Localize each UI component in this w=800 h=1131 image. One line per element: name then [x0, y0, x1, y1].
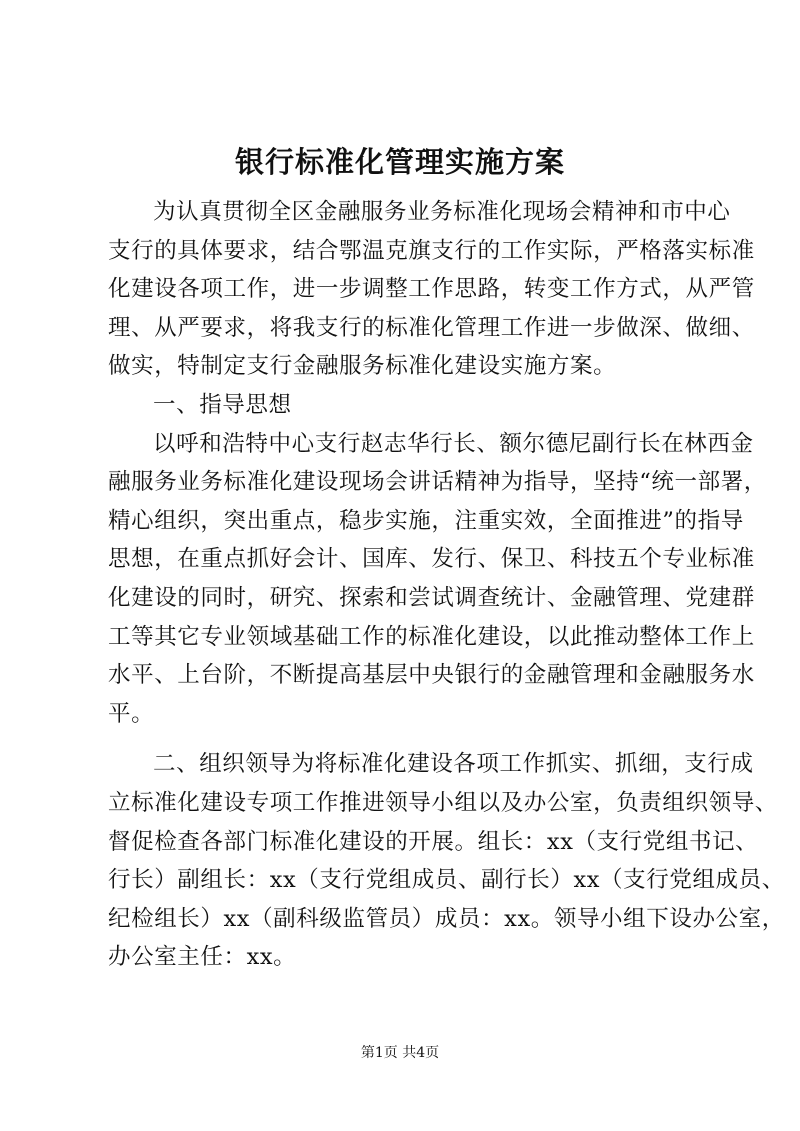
- document-body: [108, 193, 785, 977]
- paragraph-line: 立标准化建设专项工作推进领导小组以及办公室，负责组织领导、: [108, 789, 778, 816]
- paragraph-line: 支行的具体要求，结合鄂温克旗支行的工作实际，严格落实标准: [108, 237, 755, 264]
- paragraph-line: 思想，在重点抓好会计、国库、发行、保卫、科技五个专业标准: [108, 546, 755, 573]
- paragraph-line: 理、从严要求，将我支行的标准化管理工作进一步做深、做细、: [108, 314, 755, 341]
- paragraph-line: 化建设各项工作，进一步调整工作思路，转变工作方式，从严管: [108, 276, 755, 303]
- paragraph-line: 工等其它专业领域基础工作的标准化建设，以此推动整体工作上: [108, 623, 755, 650]
- page-title: 银行标准化管理实施方案: [234, 145, 565, 179]
- paragraph-line: 化建设的同时，研究、探索和尝试调查统计、金融管理、党建群: [108, 584, 755, 611]
- paragraph-line: 融服务业务标准化建设现场会讲话精神为指导，坚持“统一部署，: [108, 469, 767, 496]
- paragraph-line: 行长）副组长：xx（支行党组成员、副行长）xx（支行党组成员、: [108, 867, 785, 894]
- paragraph-gap: [108, 733, 708, 745]
- paragraph-line: 做实，特制定支行金融服务标准化建设实施方案。: [108, 353, 617, 380]
- paragraph-line: 平。: [108, 700, 155, 727]
- paragraph-line: 水平、上台阶，不断提高基层中央银行的金融管理和金融服务水: [108, 662, 755, 689]
- paragraph-line: 精心组织，突出重点，稳步实施，注重实效，全面推进”的指导: [108, 507, 744, 534]
- paragraph-line: 纪检组长）xx（副科级监管员）成员：xx。领导小组下设办公室，: [108, 905, 785, 932]
- page-footer: 第1页 共4页: [360, 1045, 440, 1061]
- paragraph-line: 为认真贯彻全区金融服务业务标准化现场会精神和市中心: [153, 199, 731, 225]
- section-heading: 一、指导思想: [153, 391, 292, 418]
- paragraph-line: 二、组织领导为将标准化建设各项工作抓实、抓细，支行成: [153, 751, 754, 778]
- paragraph-line: 办公室主任：xx。: [108, 944, 297, 971]
- paragraph-line: 以呼和浩特中心支行赵志华行长、额尔德尼副行长在林西金: [153, 430, 754, 457]
- paragraph-line: 督促检查各部门标准化建设的开展。组长：xx（支行党组书记、: [108, 828, 759, 855]
